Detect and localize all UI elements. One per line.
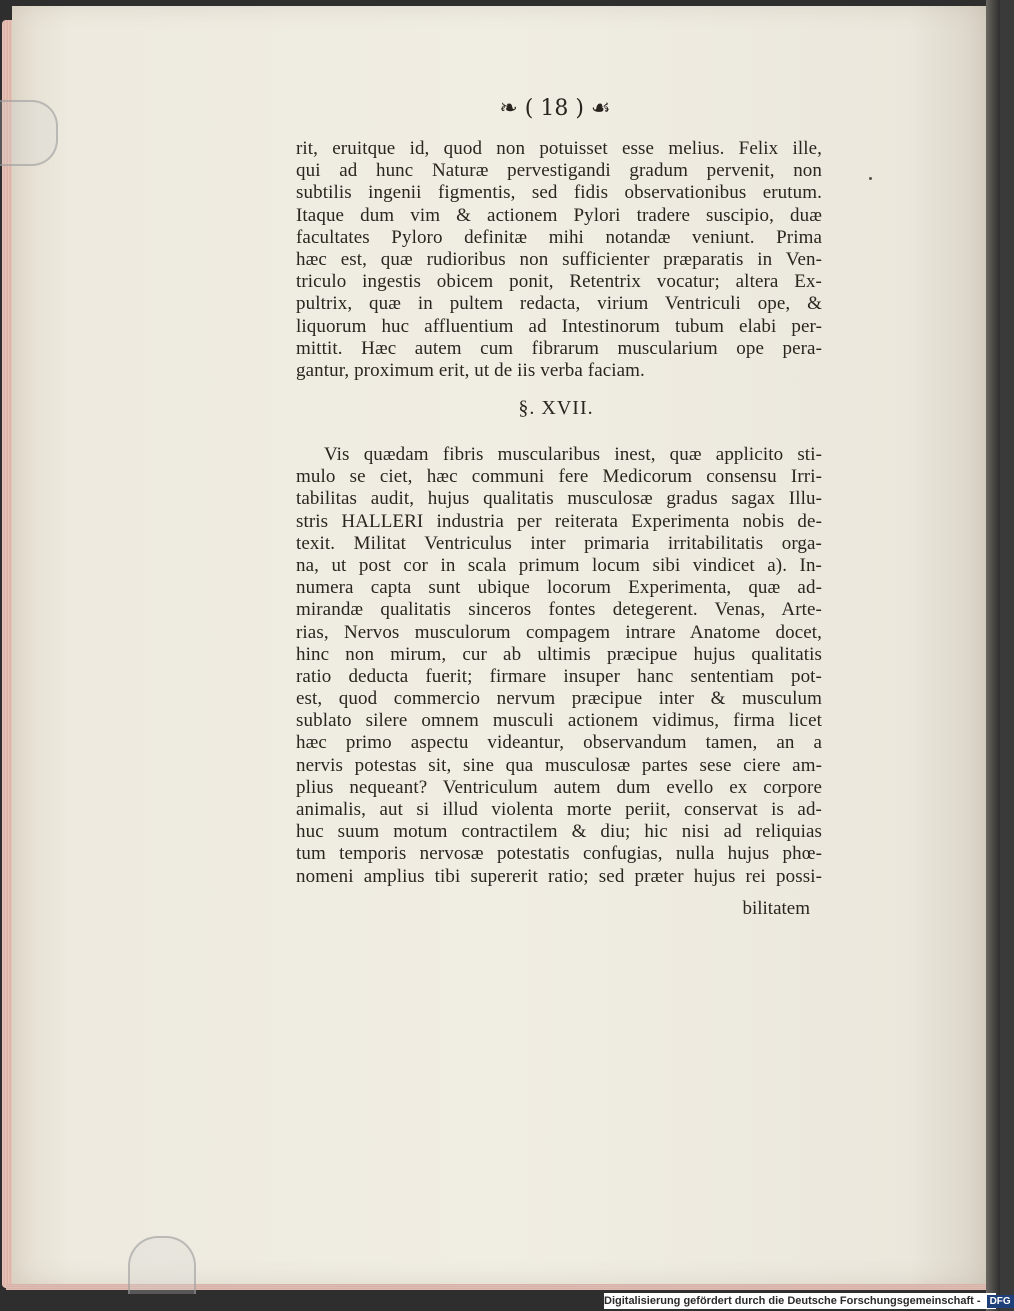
digitization-credit xyxy=(604,1293,1011,1309)
text-line: mulo se ciet, hæc communi fere Medicorum consensu Irri- xyxy=(296,466,822,488)
credit-text: Digitalisierung gefördert durch die Deutsche Forschungsgemeinschaft - xyxy=(604,1295,981,1307)
ornament-right-icon: ☙ xyxy=(590,96,611,121)
text-line: hæc est, quæ rudioribus non sufficienter præparatis in Ven- xyxy=(296,248,822,270)
page-clip-top xyxy=(0,100,58,166)
text-line: hinc non mirum, cur ab ultimis præcipue hujus qualitatis xyxy=(296,643,822,665)
text-line: tum temporis nervosæ potestatis confugias, nulla hujus phœ- xyxy=(296,843,822,865)
text-line: triculo ingestis obicem ponit, Retentrix vocatur; altera Ex- xyxy=(296,271,822,293)
dfg-logo-icon: DFG xyxy=(987,1295,1014,1308)
section-heading: §. XVII. xyxy=(518,397,594,419)
text-line: hæc primo aspectu videantur, observandum tamen, an a xyxy=(296,732,822,754)
page-number: ( 18 ) xyxy=(524,96,584,121)
ink-speck xyxy=(869,177,872,180)
text-line: subtilis ingenii figmentis, sed fidis observationibus erutum. xyxy=(296,182,822,204)
catchword: bilitatem xyxy=(742,898,810,919)
text-line: rit, eruitque id, quod non potuisset esse melius. Felix ille, xyxy=(296,138,822,159)
text-line: est, quod commercio nervum præcipue inter & musculum xyxy=(296,688,822,710)
text-line: tabilitas audit, hujus qualitatis musculosæ gradus sagax Illu- xyxy=(296,488,822,510)
text-line: mittit. Hæc autem cum fibrarum muscularium ope pera- xyxy=(296,337,822,359)
text-line: Vis quædam fibris muscularibus inest, quæ applicito sti- xyxy=(324,444,822,465)
text-line: mirandæ qualitatis sinceros fontes detegerent. Venas, Arte- xyxy=(296,599,822,621)
text-line: animalis, aut si illud violenta morte periit, conservat is ad- xyxy=(296,799,822,820)
text-line: gantur, proximum erit, ut de iis verba faciam. xyxy=(296,359,645,381)
text-line: huc suum motum contractilem & diu; hic nisi ad reliquias xyxy=(296,821,822,843)
text-line: Itaque dum vim & actionem Pylori tradere suscipio, duæ xyxy=(296,204,822,226)
text-line: facultates Pyloro definitæ mihi notandæ veniunt. Prima xyxy=(296,226,822,248)
paragraph-1 xyxy=(296,138,822,382)
paragraph-2 xyxy=(296,444,822,888)
text-line: na, ut post cor in scala primum locum sibi vindicet a). In- xyxy=(296,554,822,576)
text-line: qui ad hunc Naturæ pervestigandi gradum pervenit, non xyxy=(296,160,822,182)
ornament-left-icon: ❧ xyxy=(499,96,518,121)
text-line: nomeni amplius tibi supererit ratio; sed præter hujus rei possi- xyxy=(296,865,822,887)
text-line: texit. Militat Ventriculus inter primaria irritabilitatis orga- xyxy=(296,532,822,554)
text-line: numera capta sunt ubique locorum Experimenta, quæ ad- xyxy=(296,577,822,599)
text-line: nervis potestas sit, sine qua musculosæ partes sese ciere am- xyxy=(296,754,822,776)
text-line: sublato silere omnem musculi actionem vidimus, firma licet xyxy=(296,710,822,732)
page-header xyxy=(440,92,670,126)
text-line: rias, Nervos musculorum compagem intrare Anatome docet, xyxy=(296,621,822,643)
text-line: liquorum huc affluentium ad Intestinorum tubum elabi per- xyxy=(296,315,822,337)
page-clip-bottom xyxy=(128,1236,196,1294)
text-line: stris HALLERI industria per reiterata Experimenta nobis de- xyxy=(296,510,822,532)
text-line: pultrix, quæ in pultem redacta, virium Ventriculi ope, & xyxy=(296,293,822,315)
binding-shadow xyxy=(986,0,1000,1311)
text-line: ratio deducta fuerit; firmare insuper hanc sententiam pot- xyxy=(296,665,822,687)
text-line: plius nequeant? Ventriculum autem dum evello ex corpore xyxy=(296,776,822,798)
